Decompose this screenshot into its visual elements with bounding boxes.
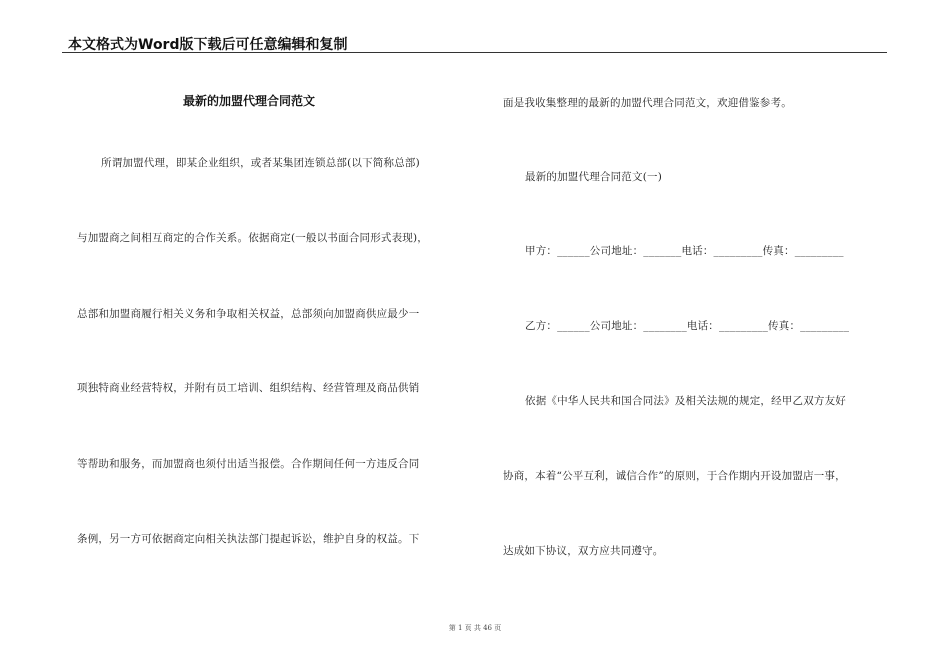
right-paragraph-line: 协商，本着“公平互利，诚信合作”的原则，于合作期内开设加盟店一事， — [503, 470, 846, 482]
left-paragraph-line: 条例，另一方可依据商定向相关执法部门提起诉讼，维护自身的权益。下 — [77, 533, 420, 545]
left-paragraph-line: 总部和加盟商履行相关义务和争取相关权益，总部须向加盟商供应最少一 — [77, 308, 420, 320]
left-paragraph-line: 所谓加盟代理，即某企业组织，或者某集团连锁总部(以下简称总部) — [101, 157, 420, 169]
left-paragraph-line: 等帮助和服务，而加盟商也须付出适当报偿。合作期间任何一方违反合同 — [77, 458, 420, 470]
document-title: 最新的加盟代理合同范文 — [183, 94, 316, 108]
left-paragraph-line: 与加盟商之间相互商定的合作关系。依据商定(一般以书面合同形式表现)， — [77, 232, 428, 244]
party-b-line: 乙方：______公司地址：________电话：_________传真：_________ — [525, 320, 850, 332]
header-divider — [62, 52, 887, 53]
right-paragraph-line: 面是我收集整理的最新的加盟代理合同范文，欢迎借鉴参考。 — [503, 97, 792, 109]
right-paragraph-line: 依据《中华人民共和国合同法》及相关法规的规定，经甲乙双方友好 — [525, 395, 846, 407]
right-paragraph-line: 达成如下协议，双方应共同遵守。 — [503, 545, 664, 557]
left-paragraph-line: 项独特商业经营特权，并附有员工培训、组织结构、经营管理及商品供销 — [77, 382, 420, 394]
party-a-line: 甲方：______公司地址：_______电话：_________传真：_________ — [525, 245, 844, 257]
section-heading: 最新的加盟代理合同范文(一) — [525, 171, 662, 183]
page-number: 第 1 页 共 46 页 — [448, 624, 502, 632]
document-banner: 本文格式为Word版下载后可任意编辑和复制 — [68, 37, 348, 53]
